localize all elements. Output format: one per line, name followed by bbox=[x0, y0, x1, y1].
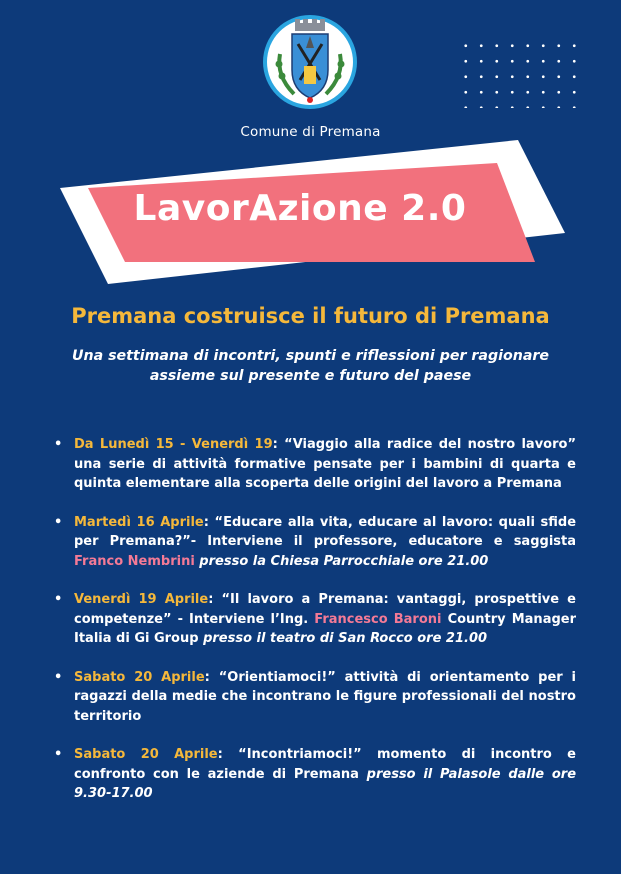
event-description: : “Viaggio alla radice del nostro lavoro” una serie di attività formative pensate per i bambini di quarta e quinta elementare alla scoperta delle origini del lavoro a Premana bbox=[74, 437, 576, 491]
intro-text: Una settimana di incontri, spunti e riflessioni per ragionare assieme sul presente e futuro del paese bbox=[71, 348, 550, 384]
bullet-icon: • bbox=[54, 437, 63, 452]
event-venue: presso il Palasole dalle ore 9.30-17.00 bbox=[74, 766, 577, 801]
event-venue: presso il teatro di San Rocco ore 21.00 bbox=[203, 631, 488, 646]
bullet-icon: • bbox=[54, 592, 63, 607]
list-item bbox=[52, 435, 576, 494]
event-title: LavorAzione 2.0 bbox=[133, 188, 467, 229]
bullet-icon: • bbox=[54, 514, 63, 530]
list-item bbox=[52, 668, 576, 727]
event-venue: presso la Chiesa Parrocchiale ore 21.00 bbox=[194, 553, 489, 569]
event-date: Sabato 20 Aprile bbox=[74, 747, 218, 762]
event-speaker: Franco Nembrini bbox=[74, 553, 195, 569]
event-list bbox=[52, 435, 576, 823]
event-speaker: Francesco Baroni bbox=[314, 611, 442, 627]
event-date: Martedì 16 Aprile bbox=[74, 514, 204, 530]
event-description-continued: Country Manager Italia di Gi Group bbox=[74, 611, 576, 646]
title-banner bbox=[0, 0, 621, 300]
event-description: : “Il lavoro a Premana: vantaggi, prospettive e competenze” - Interviene l’Ing. bbox=[74, 592, 577, 627]
municipality-name: Comune di Premana bbox=[240, 124, 381, 140]
event-date: Da Lunedì 15 - Venerdì 19 bbox=[74, 437, 273, 452]
subtitle: Premana costruisce il futuro di Premana bbox=[71, 304, 550, 328]
bullet-icon: • bbox=[54, 747, 63, 762]
bullet-icon: • bbox=[54, 669, 63, 685]
event-description: : “Educare alla vita, educare al lavoro: quali sfide per Premana?”- Interviene il professore, educatore e saggista bbox=[74, 514, 577, 549]
event-date: Sabato 20 Aprile bbox=[74, 669, 205, 685]
event-description: : “Orientiamoci!” attività di orientamento per i ragazzi della medie che incontrano le figure professionali del nostro territorio bbox=[74, 669, 577, 724]
list-item bbox=[52, 745, 576, 804]
list-item bbox=[52, 513, 576, 572]
list-item bbox=[52, 590, 576, 649]
event-date: Venerdì 19 Aprile bbox=[74, 592, 209, 607]
event-description: : “Incontriamoci!” momento di incontro e confronto con le aziende di Premana bbox=[74, 747, 576, 782]
